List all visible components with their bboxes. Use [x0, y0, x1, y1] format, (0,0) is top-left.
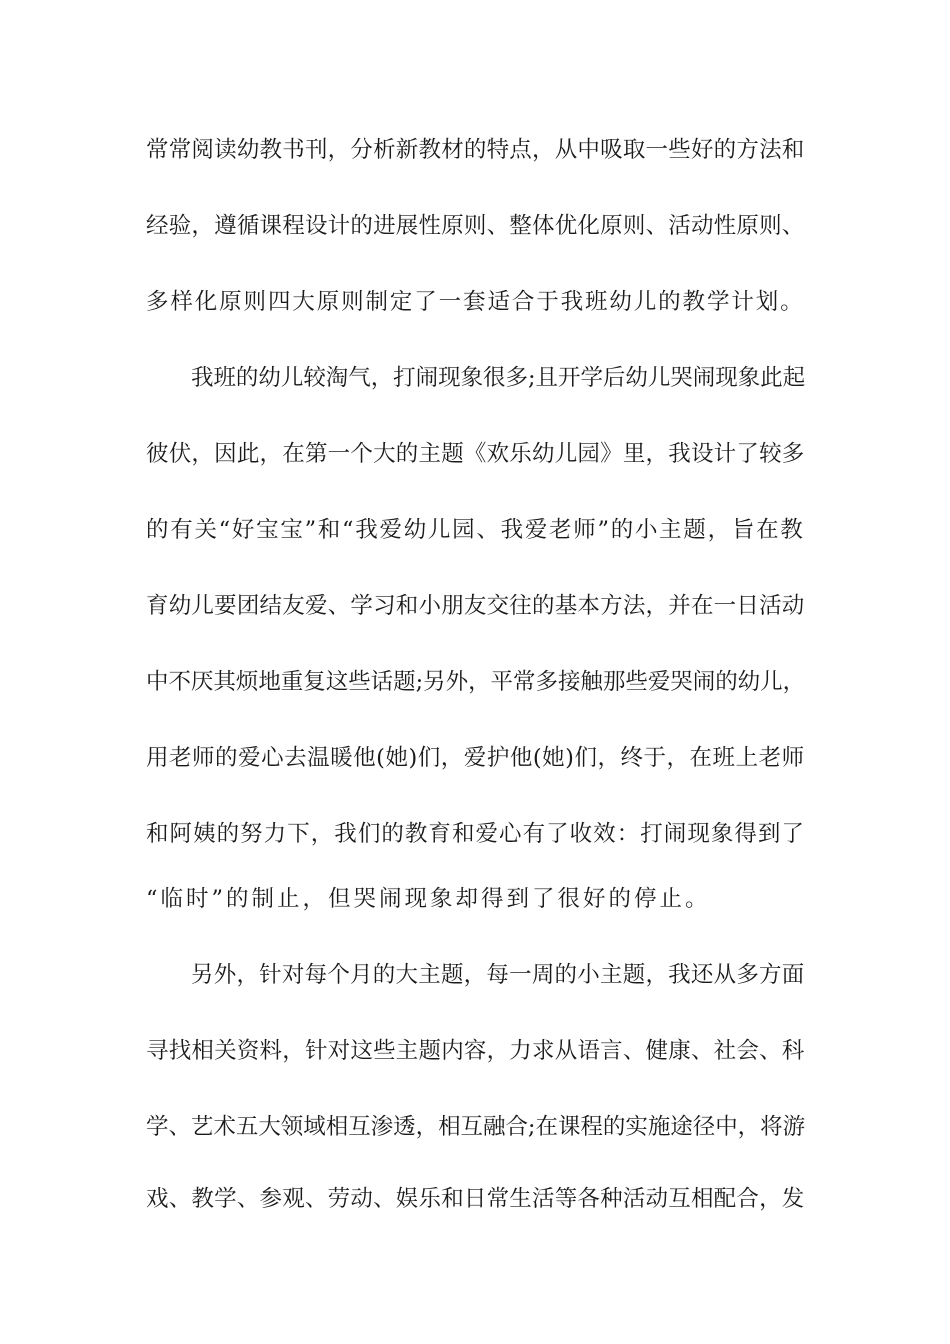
- text-line: 经验，遵循课程设计的进展性原则、整体优化原则、活动性原则、: [146, 213, 805, 239]
- text-line: 育幼儿要团结友爱、学习和小朋友交往的基本方法，并在一日活动: [146, 593, 805, 619]
- text-line: 寻找相关资料，针对这些主题内容，力求从语言、健康、社会、科: [146, 1038, 805, 1064]
- text-line: 戏、教学、参观、劳动、娱乐和日常生活等各种活动互相配合，发: [146, 1186, 805, 1212]
- text-line: 的有关“好宝宝”和“我爱幼儿园、我爱老师”的小主题，旨在教: [146, 517, 805, 543]
- text-line: 常常阅读幼教书刊，分析新教材的特点，从中吸取一些好的方法和: [146, 137, 805, 163]
- text-line: 多样化原则四大原则制定了一套适合于我班幼儿的教学计划。: [146, 289, 805, 315]
- text-line: 学、艺术五大领域相互渗透，相互融合;在课程的实施途径中，将游: [146, 1114, 806, 1140]
- text-line: 彼伏，因此，在第一个大的主题《欢乐幼儿园》里，我设计了较多: [146, 441, 805, 467]
- paragraph-first-line: 另外，针对每个月的大主题，每一周的小主题，我还从多方面: [191, 962, 805, 988]
- text-line: 和阿姨的努力下，我们的教育和爱心有了收效：打闹现象得到了: [146, 821, 806, 847]
- text-line: 用老师的爱心去温暖他(她)们，爱护他(她)们，终于，在班上老师: [146, 745, 805, 771]
- paragraph-first-line: 我班的幼儿较淘气，打闹现象很多;且开学后幼儿哭闹现象此起: [191, 365, 806, 391]
- text-line: “临时”的制止，但哭闹现象却得到了很好的停止。: [146, 886, 711, 912]
- text-line: 中不厌其烦地重复这些话题;另外，平常多接触那些爱哭闹的幼儿，: [146, 669, 806, 695]
